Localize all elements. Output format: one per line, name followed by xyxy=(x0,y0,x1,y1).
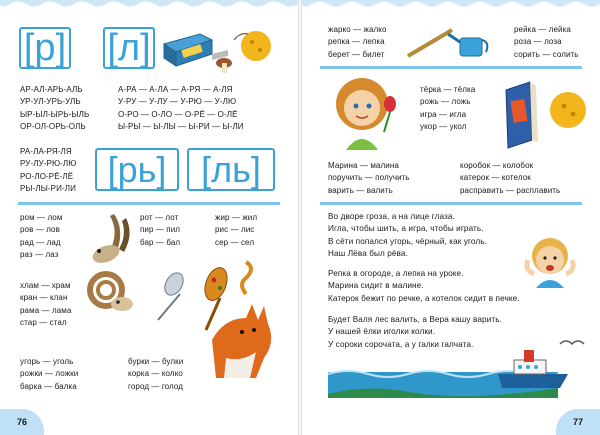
syllable-row: ЫР-ЫЛ-ЫРЬ-ЫЛЬ xyxy=(20,109,90,119)
letter-l-box xyxy=(103,27,155,69)
right-page xyxy=(302,0,600,435)
word-pair: бар — бал xyxy=(140,237,181,247)
word-pair: расправить — расплавить xyxy=(460,185,561,195)
word-pairs-low-right xyxy=(460,160,560,197)
word-pair: рис — лис xyxy=(215,225,255,235)
word-pair: репка — лепка xyxy=(328,37,385,47)
sentence: У сороки сорочата, а у галки галчата. xyxy=(328,339,474,349)
syllable-row: РА-ЛА-РЯ-ЛЯ xyxy=(20,147,72,156)
sentence: У нашей ёлки иголки колки. xyxy=(328,327,436,337)
syllables-column-1 xyxy=(20,84,89,133)
word-pairs-top-right xyxy=(514,24,579,61)
sentence: Наш Лёва был рёва. xyxy=(328,248,408,258)
section-divider xyxy=(18,202,280,205)
top-wave-decoration xyxy=(302,0,600,10)
word-pair: роза — лоза xyxy=(514,37,562,47)
word-pairs-group-c xyxy=(215,212,257,249)
word-pairs-middle xyxy=(420,84,475,133)
syllable-row: РО-ЛО-РЁ-ЛЁ xyxy=(20,171,74,181)
word-pair: рот — лот xyxy=(140,213,179,222)
word-pair: берет — билет xyxy=(328,49,385,59)
word-pair: угорь — уголь xyxy=(20,357,74,366)
word-pair: коробок — колобок xyxy=(460,161,534,170)
word-pair: ров — лов xyxy=(20,225,60,235)
word-pair: рожки — ложки xyxy=(20,369,79,379)
word-pair: укор — укол xyxy=(420,121,467,131)
word-pair: катерок — котелок xyxy=(460,173,531,183)
syllable-row: А-РА — А-ЛА — А-РЯ — А-ЛЯ xyxy=(118,85,233,94)
word-pair: бурки — булки xyxy=(128,357,184,366)
syllable-row: АР-АЛ-АРЬ-АЛЬ xyxy=(20,85,83,94)
word-pair: жарко — жалко xyxy=(328,25,387,34)
letter-r-soft-box xyxy=(95,148,179,191)
word-pairs-group-f xyxy=(128,356,183,393)
girl-with-flower-illustration xyxy=(324,72,414,150)
syllable-row: УР-УЛ-УРЬ-УЛЬ xyxy=(20,97,81,107)
word-pair: город — голод xyxy=(128,381,184,391)
word-pair: игра — игла xyxy=(420,109,467,119)
section-divider xyxy=(320,66,582,69)
word-pair: варить — валить xyxy=(328,185,393,195)
word-pairs-group-d xyxy=(20,280,71,329)
box-mushroom-moon-illustration xyxy=(162,30,272,74)
word-pairs-low-left xyxy=(328,160,410,197)
word-pair: тёрка — тёлка xyxy=(420,85,476,94)
word-pair: пир — пил xyxy=(140,225,181,235)
sentence: Катерок бежит по речке, а котелок сидит в печке. xyxy=(328,293,520,303)
letter-r: [р] xyxy=(23,26,67,69)
sentence: Репка в огороде, а лепка на уроке. xyxy=(328,269,464,278)
letter-r-box xyxy=(19,27,71,69)
word-pair: сер — сел xyxy=(215,237,255,247)
letter-l-soft: [ль] xyxy=(201,148,261,190)
letter-l-soft-box xyxy=(187,148,275,191)
word-pair: стар — стал xyxy=(20,317,67,327)
sentence: Марина сидит в малине. xyxy=(328,281,424,291)
word-pair: жир — жил xyxy=(215,213,258,222)
syllables-column-3 xyxy=(20,146,76,195)
word-pair: барка — балка xyxy=(20,381,77,391)
word-pair: кран — клан xyxy=(20,293,68,303)
syllable-row: РУ-ЛУ-РЮ-ЛЮ xyxy=(20,159,77,169)
boat-on-sea-illustration xyxy=(328,334,588,400)
syllables-column-2 xyxy=(118,84,244,133)
sentence: В сёти попался угорь, чёрный, как уголь. xyxy=(328,236,488,246)
syllable-row: Ы-РЫ — Ы-ЛЫ — Ы-РИ — Ы-ЛИ xyxy=(118,121,244,131)
sentences-group-1 xyxy=(328,211,487,260)
word-pair: Марина — малина xyxy=(328,161,399,170)
word-pair: раз — лаз xyxy=(20,249,59,259)
book-and-moon-illustration xyxy=(502,80,594,150)
syllable-row: ОР-ОЛ-ОРЬ-ОЛЬ xyxy=(20,121,86,131)
word-pair: рад — лад xyxy=(20,237,61,247)
page-number-left: 76 xyxy=(0,409,44,435)
top-wave-decoration xyxy=(0,0,298,10)
left-page xyxy=(0,0,298,435)
word-pairs-group-e xyxy=(20,356,78,393)
word-pairs-top-left xyxy=(328,24,387,61)
section-divider xyxy=(320,202,582,205)
word-pair: рама — лама xyxy=(20,305,72,315)
syllable-row: РЫ-ЛЫ-РИ-ЛИ xyxy=(20,183,76,193)
page-number-right: 77 xyxy=(556,409,600,435)
sentence: Будет Валя лес валить, а Вера кашу варить. xyxy=(328,315,502,324)
sentence: Во дворе гроза, а на лице глаза. xyxy=(328,212,455,221)
word-pair: поручить — получить xyxy=(328,173,410,183)
syllable-row: О-РО — О-ЛО — О-РЁ — О-ЛЁ xyxy=(118,109,238,119)
word-pair: рейка — лейка xyxy=(514,25,571,34)
word-pairs-group-b xyxy=(140,212,180,249)
word-pair: ром — лом xyxy=(20,213,63,222)
word-pair: рожь — ложь xyxy=(420,97,471,107)
word-pair: хлам — храм xyxy=(20,281,71,290)
word-pair: корка — колко xyxy=(128,369,183,379)
word-pairs-group-a xyxy=(20,212,62,261)
sentence: Игла, чтобы шить, а игра, чтобы играть. xyxy=(328,224,484,234)
sentences-group-2 xyxy=(328,268,520,305)
letter-l: [л] xyxy=(107,26,151,69)
letter-r-soft: [рь] xyxy=(107,148,167,190)
crying-boy-illustration xyxy=(520,230,580,288)
syllable-row: У-РУ — У-ЛУ — У-РЮ — У-ЛЮ xyxy=(118,97,237,107)
word-pair: сорить — солить xyxy=(514,49,579,59)
stick-and-watering-can-illustration xyxy=(406,24,492,64)
ram-horns-illustration xyxy=(84,210,140,330)
